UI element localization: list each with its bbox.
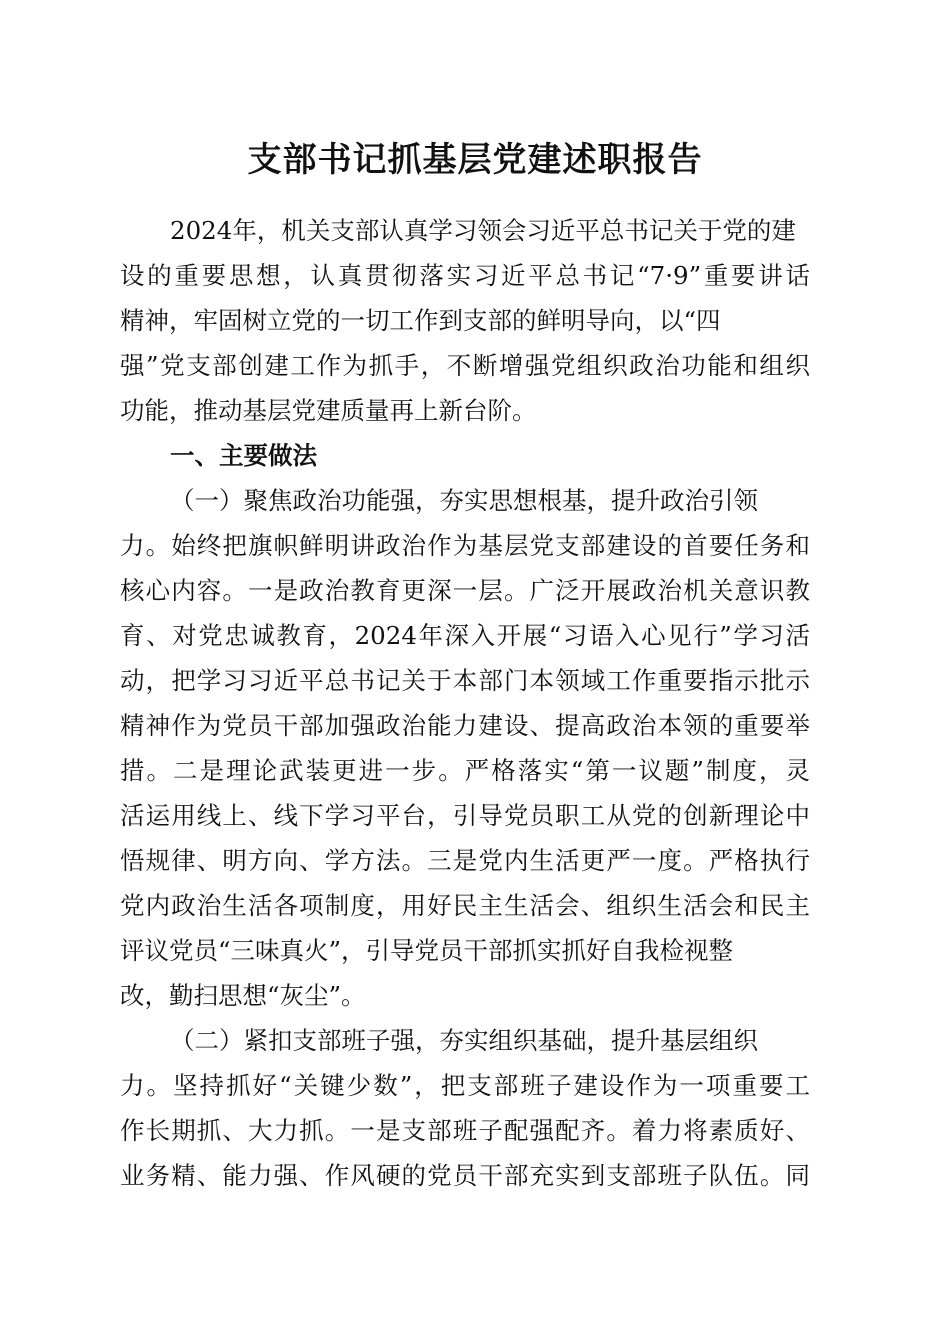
- paragraph-line: 力。坚持抓好“关键少数”，把支部班子建设作为一项重要工: [120, 1071, 810, 1100]
- paragraph-line: 悟规律、明方向、学方法。三是党内生活更严一度。严格执行: [120, 846, 810, 875]
- paragraph-line: 动，把学习习近平总书记关于本部门本领域工作重要指示批示: [120, 666, 810, 695]
- paragraph-line: 设的重要思想，认真贯彻落实习近平总书记“7·9”重要讲话: [120, 261, 810, 290]
- paragraph-line: 活运用线上、线下学习平台，引导党员职工从党的创新理论中: [120, 801, 810, 830]
- paragraph-line: 作长期抓、大力抓。一是支部班子配强配齐。着力将素质好、: [120, 1116, 810, 1145]
- paragraph-line: 业务精、能力强、作风硬的党员干部充实到支部班子队伍。同: [120, 1161, 810, 1190]
- paragraph-line: 2024年，机关支部认真学习领会习近平总书记关于党的建: [170, 216, 796, 245]
- paragraph-line: 党内政治生活各项制度，用好民主生活会、组织生活会和民主: [120, 891, 810, 920]
- paragraph-line: 精神作为党员干部加强政治能力建设、提高政治本领的重要举: [120, 711, 810, 740]
- subsection-heading-line: （一）聚焦政治功能强，夯实思想根基，提升政治引领: [170, 486, 758, 515]
- paragraph-line: 精神，牢固树立党的一切工作到支部的鲜明导向，以“四: [120, 306, 721, 335]
- paragraph-line: 改，勤扫思想“灰尘”。: [120, 981, 366, 1010]
- document-title: 支部书记抓基层党建述职报告: [247, 140, 703, 180]
- paragraph-line: 功能，推动基层党建质量再上新台阶。: [120, 396, 537, 425]
- paragraph-line: 核心内容。一是政治教育更深一层。广泛开展政治机关意识教: [120, 576, 810, 605]
- paragraph-line: 措。二是理论武装更进一步。严格落实“第一议题”制度，灵: [120, 756, 810, 785]
- subsection-heading-line: （二）紧扣支部班子强，夯实组织基础，提升基层组织: [170, 1026, 758, 1055]
- paragraph-line: 评议党员“三味真火”，引导党员干部抓实抓好自我检视整: [120, 936, 734, 965]
- paragraph-line: 强”党支部创建工作为抓手，不断增强党组织政治功能和组织: [120, 351, 810, 380]
- section-heading: 一、主要做法: [170, 441, 317, 470]
- paragraph-line: 育、对党忠诚教育，2024年深入开展“习语入心见行”学习活: [120, 621, 810, 650]
- paragraph-line: 力。始终把旗帜鲜明讲政治作为基层党支部建设的首要任务和: [120, 531, 810, 560]
